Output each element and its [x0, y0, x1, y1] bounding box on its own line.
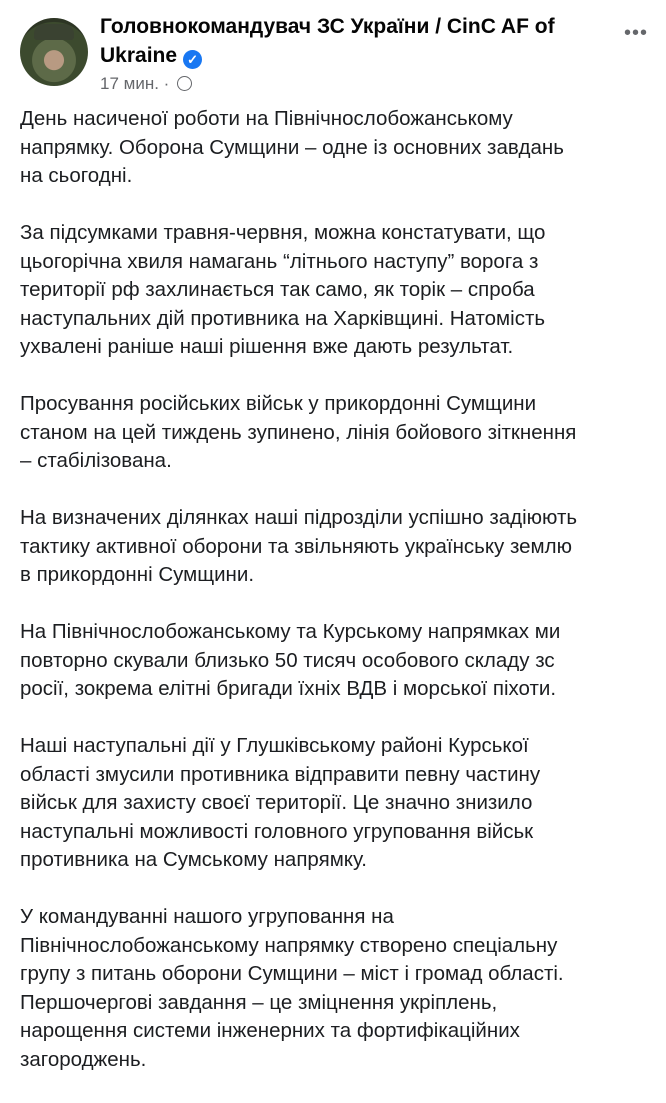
- post-text-line: За підсумками травня-червня, можна констатувати, що: [20, 221, 546, 244]
- post-paragraph: [20, 105, 650, 191]
- author-name-line2: Ukraine: [100, 44, 178, 67]
- post-text-line: області змусили противника відправити певну частину: [20, 762, 541, 786]
- meta-separator: ·: [163, 74, 170, 93]
- post-meta: [100, 74, 192, 94]
- post-text-line: території рф захлинається так само, як торік – спроба: [20, 278, 535, 301]
- post-text-line: цьогорічна хвиля намагань “літнього наступу” ворога з: [20, 249, 539, 273]
- post-text-line: На визначених ділянках наші підрозділи успішно задіюють: [20, 506, 578, 529]
- verified-badge-icon: ✓: [183, 50, 202, 69]
- post-text-line: ухвалені раніше наші рішення вже дають результат.: [20, 335, 514, 358]
- post-text-line: групу з питань оборони Сумщини – міст і громад області.: [20, 962, 564, 985]
- post-paragraph: [20, 504, 650, 590]
- post-text-line: У командуванні нашого угруповання на: [20, 905, 394, 928]
- globe-icon: [177, 76, 192, 91]
- author-name-line1: Головнокомандувач ЗС України / CinC AF of: [100, 15, 555, 38]
- post-text-line: на сьогодні.: [20, 164, 133, 187]
- post-text-line: Першочергові завдання – це зміцнення укріплень,: [20, 990, 498, 1014]
- post-text-line: Північнослобожанському напрямку створено спеціальну: [20, 933, 558, 957]
- post-paragraph: [20, 219, 650, 362]
- post-paragraph: [20, 390, 650, 476]
- post-text-line: нарощення системи інженерних та фортифікаційних: [20, 1019, 520, 1042]
- post-text-line: в прикордонні Сумщини.: [20, 563, 255, 586]
- post-text-line: напрямку. Оборона Сумщини – одне із основних завдань: [20, 135, 564, 159]
- post-text-line: загороджень.: [20, 1047, 147, 1071]
- post-text-line: тактику активної оборони та звільняють українську землю: [20, 534, 572, 558]
- post-text-line: Наші наступальні дії у Глушківському районі Курської: [20, 734, 529, 757]
- author-name[interactable]: [100, 12, 590, 70]
- post-time[interactable]: 17 мин.: [100, 74, 159, 93]
- post-header: [20, 6, 650, 96]
- post-text-line: – стабілізована.: [20, 449, 172, 472]
- post-paragraph: [20, 618, 650, 704]
- post-text-line: військ для захисту своєї території. Це значно знизило: [20, 791, 533, 814]
- post-text-line: наступальних дій противника на Харківщині. Натомість: [20, 306, 546, 330]
- author-avatar[interactable]: [20, 18, 88, 86]
- post-text-line: росії, зокрема елітні бригади їхніх ВДВ і морської піхоти.: [20, 677, 557, 700]
- post-text-line: наступальні можливості головного угруповання військ: [20, 819, 534, 843]
- post-paragraph: [20, 903, 650, 1074]
- post-text-line: повторно скували близько 50 тисяч особового складу зс: [20, 648, 555, 672]
- post-text-line: Просування російських військ у прикордонні Сумщини: [20, 392, 537, 415]
- more-options-button[interactable]: •••: [623, 22, 648, 44]
- post-text-line: станом на цей тиждень зупинено, лінія бойового зіткнення: [20, 420, 577, 444]
- post-text-line: На Північнослобожанському та Курському напрямках ми: [20, 620, 561, 643]
- post-text-line: День насиченої роботи на Північнослобожанському: [20, 107, 513, 130]
- post-text-line: противника на Сумському напрямку.: [20, 848, 367, 871]
- post-text: [20, 105, 650, 1103]
- post-paragraph: [20, 732, 650, 875]
